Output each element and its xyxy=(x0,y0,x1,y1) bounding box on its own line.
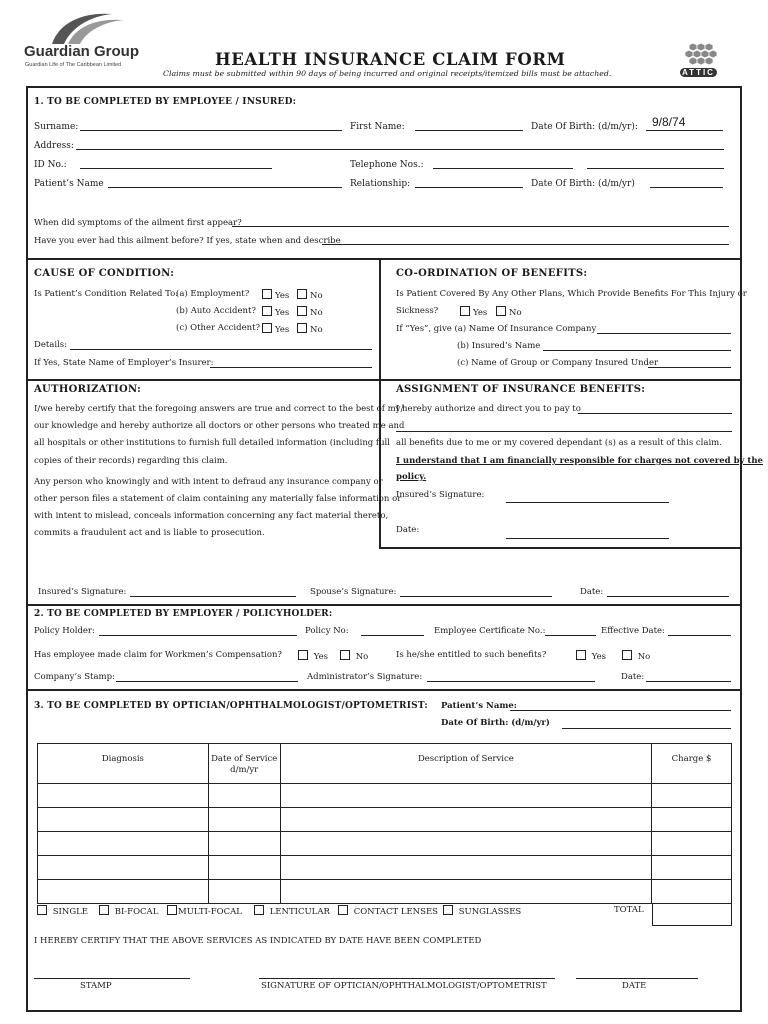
checkbox[interactable] xyxy=(576,650,586,660)
assignment-date-label: Date: xyxy=(396,525,420,535)
policy-no-field[interactable] xyxy=(361,635,424,636)
cause-auto-label: (b) Auto Accident? xyxy=(176,306,256,316)
auto-yes[interactable]: Yes xyxy=(262,306,289,318)
id-no-label: ID No.: xyxy=(34,160,67,170)
signature-date-label: Date: xyxy=(580,587,604,597)
fraud-text-line: with intent to mislead, conceals information concerning any fact material thereto, xyxy=(34,511,389,521)
divider xyxy=(26,689,742,691)
insured-name-field[interactable] xyxy=(543,350,731,351)
divider xyxy=(26,379,742,381)
brand-name: Guardian Group xyxy=(24,43,140,60)
entitled-yes[interactable]: Yes xyxy=(576,650,606,662)
symptoms-question: When did symptoms of the ailment first appear? xyxy=(34,218,242,228)
symptoms-field[interactable] xyxy=(232,226,729,227)
checkbox[interactable] xyxy=(340,650,350,660)
lens-lenticular[interactable]: LENTICULAR xyxy=(254,905,330,917)
section3-dob-field[interactable] xyxy=(562,728,731,729)
brand-subtitle: Guardian Life of The Caribbean Limited xyxy=(25,62,122,68)
insured-signature-field[interactable] xyxy=(130,596,296,597)
group-name-field[interactable] xyxy=(648,367,731,368)
stamp-field[interactable] xyxy=(34,978,190,979)
financial-responsibility-text: I understand that I am financially responsible for charges not covered by the xyxy=(396,456,763,466)
authorization-text-line: copies of their records) regarding this claim. xyxy=(34,456,228,466)
checkbox[interactable] xyxy=(496,306,506,316)
total-label: TOTAL xyxy=(614,905,644,915)
other-yes[interactable]: Yes xyxy=(262,323,289,335)
entitled-question: Is he/she entitled to such benefits? xyxy=(396,650,547,660)
telephone-field-1[interactable] xyxy=(433,168,573,169)
section3-dob-label: Date Of Birth: (d/m/yr) xyxy=(441,718,550,728)
company-stamp-field[interactable] xyxy=(116,681,298,682)
section3-date-field[interactable] xyxy=(576,978,698,979)
divider xyxy=(379,258,381,548)
certify-statement: I HEREBY CERTIFY THAT THE ABOVE SERVICES AS INDICATED BY DATE HAVE BEEN COMPLETED xyxy=(34,936,482,946)
id-no-field[interactable] xyxy=(80,168,272,169)
patient-dob-field[interactable] xyxy=(650,187,723,188)
employer-insurer-label: If Yes, State Name of Employer’s Insurer: xyxy=(34,358,214,368)
table-row[interactable] xyxy=(38,832,732,856)
section2-heading: 2. TO BE COMPLETED BY EMPLOYER / POLICYHOLDER: xyxy=(34,609,333,619)
financial-responsibility-text-2: policy. xyxy=(396,472,427,482)
stamp-label: STAMP xyxy=(80,981,112,991)
divider xyxy=(26,258,742,260)
assignment-heading: ASSIGNMENT OF INSURANCE BENEFITS: xyxy=(396,384,646,395)
other-no[interactable]: No xyxy=(297,323,323,335)
authorization-text-line: our knowledge and hereby authorize all doctors or other persons who treated me and xyxy=(34,421,405,431)
policy-holder-label: Policy Holder: xyxy=(34,626,95,636)
coordination-question: Is Patient Covered By Any Other Plans, Which Provide Benefits For This Injury or xyxy=(396,289,747,299)
section3-date-label: DATE xyxy=(622,981,647,991)
guardian-swoosh-icon xyxy=(42,10,132,46)
insured-signature-label: Insured’s Signature: xyxy=(38,587,127,597)
optician-signature-field[interactable] xyxy=(259,978,555,979)
lens-single[interactable]: SINGLE xyxy=(37,905,88,917)
effective-date-label: Effective Date: xyxy=(601,626,665,636)
auto-no[interactable]: No xyxy=(297,306,323,318)
lens-multifocal[interactable]: MULTI-FOCAL xyxy=(167,905,242,917)
relationship-field[interactable] xyxy=(415,187,523,188)
authorization-text-line: I/we hereby certify that the foregoing answers are true and correct to the best of my/ xyxy=(34,404,404,414)
employer-insurer-field[interactable] xyxy=(210,367,372,368)
description-header: Description of Service xyxy=(280,744,651,784)
cause-other-label: (c) Other Accident? xyxy=(176,323,261,333)
checkbox[interactable] xyxy=(443,905,453,915)
first-name-field[interactable] xyxy=(415,130,523,131)
table-row[interactable] xyxy=(38,808,732,832)
group-name-label: (c) Name of Group or Company Insured Under xyxy=(457,358,659,368)
details-label: Details: xyxy=(34,340,67,350)
workmens-yes[interactable]: Yes xyxy=(298,650,328,662)
checkbox[interactable] xyxy=(338,905,348,915)
checkbox[interactable] xyxy=(262,323,272,333)
spouse-signature-label: Spouse’s Signature: xyxy=(310,587,397,597)
checkbox[interactable] xyxy=(622,650,632,660)
patient-dob-label: Date Of Birth: (d/m/yr) xyxy=(531,179,635,189)
cause-related-label: Is Patient’s Condition Related To: xyxy=(34,289,179,299)
table-row[interactable] xyxy=(38,784,732,808)
assignment-authorize-label: I hereby authorize and direct you to pay to xyxy=(396,404,581,414)
workmens-comp-question: Has employee made claim for Workmen’s Compensation? xyxy=(34,650,282,660)
entitled-no[interactable]: No xyxy=(622,650,650,662)
section3-patient-name-label: Patient’s Name: xyxy=(441,701,517,711)
checkbox[interactable] xyxy=(262,306,272,316)
checkbox[interactable] xyxy=(254,905,264,915)
company-stamp-label: Company’s Stamp: xyxy=(34,672,115,682)
effective-date-field[interactable] xyxy=(668,635,731,636)
lens-bifocal[interactable]: BI-FOCAL xyxy=(99,905,158,917)
employment-yes[interactable]: Yes xyxy=(262,289,289,301)
table-row[interactable] xyxy=(38,856,732,880)
coverage-no[interactable]: No xyxy=(496,306,522,318)
surname-field[interactable] xyxy=(80,130,342,131)
checkbox[interactable] xyxy=(460,306,470,316)
attic-logo xyxy=(676,42,724,82)
insured-name-label: (b) Insured’s Name xyxy=(457,341,541,351)
checkbox[interactable] xyxy=(167,905,177,915)
policy-no-label: Policy No: xyxy=(305,626,349,636)
section2-date-label: Date: xyxy=(621,672,645,682)
checkbox[interactable] xyxy=(262,289,272,299)
charge-header: Charge $ xyxy=(652,744,732,784)
section2-date-field[interactable] xyxy=(646,681,731,682)
total-field[interactable] xyxy=(652,904,732,926)
policy-holder-field[interactable] xyxy=(99,635,297,636)
hexagon-cluster-icon xyxy=(684,42,718,66)
assignment-signature-label: Insured’s Signature: xyxy=(396,490,485,500)
checkbox[interactable] xyxy=(297,306,307,316)
dob-label: Date Of Birth: (d/m/yr): xyxy=(531,122,638,132)
optician-signature-label: SIGNATURE OF OPTICIAN/OPHTHALMOLOGIST/OPTOMETRIST xyxy=(261,981,547,991)
relationship-label: Relationship: xyxy=(350,179,411,189)
date-of-service-header: Date of Service d/m/yr xyxy=(208,744,280,784)
divider xyxy=(379,547,742,549)
employment-no[interactable]: No xyxy=(297,289,323,301)
lens-contact[interactable]: CONTACT LENSES xyxy=(338,905,438,917)
service-table xyxy=(37,743,732,904)
section3-patient-name-field[interactable] xyxy=(510,710,731,711)
section1-heading: 1. TO BE COMPLETED BY EMPLOYEE / INSURED: xyxy=(34,97,297,107)
insurance-company-field[interactable] xyxy=(597,333,731,334)
lens-sunglasses[interactable]: SUNGLASSES xyxy=(443,905,521,917)
telephone-label: Telephone Nos.: xyxy=(350,160,424,170)
surname-label: Surname: xyxy=(34,122,79,132)
details-field[interactable] xyxy=(70,349,372,350)
coordination-heading: CO-ORDINATION OF BENEFITS: xyxy=(396,268,588,279)
fraud-text-line: other person files a statement of claim containing any materially false information or xyxy=(34,494,402,504)
section3-heading: 3. TO BE COMPLETED BY OPTICIAN/OPHTHALMOLOGIST/OPTOMETRIST: xyxy=(34,701,428,711)
assignment-benefits-text: all benefits due to me or my covered dependant (s) as a result of this claim. xyxy=(396,438,722,448)
spouse-signature-field[interactable] xyxy=(400,596,552,597)
address-field[interactable] xyxy=(76,149,724,150)
authorization-heading: AUTHORIZATION: xyxy=(34,384,142,395)
checkbox[interactable] xyxy=(99,905,109,915)
page-title: HEALTH INSURANCE CLAIM FORM xyxy=(215,50,566,69)
employee-cert-label: Employee Certificate No.: xyxy=(434,626,546,636)
patient-name-field[interactable] xyxy=(108,187,342,188)
checkbox[interactable] xyxy=(298,650,308,660)
coordination-question-2: Sickness? xyxy=(396,306,439,316)
telephone-field-2[interactable] xyxy=(587,168,724,169)
dob-value: 9/8/74 xyxy=(652,115,686,129)
table-row[interactable] xyxy=(38,880,732,904)
ailment-field[interactable] xyxy=(322,244,729,245)
checkbox[interactable] xyxy=(297,323,307,333)
authorization-text-line: all hospitals or other institutions to furnish full detailed information (including full xyxy=(34,438,390,448)
patient-name-label: Patient’s Name xyxy=(34,179,104,189)
assignment-date-field[interactable] xyxy=(506,538,669,539)
table-header-row xyxy=(38,744,732,784)
cause-employment-label: (a) Employment? xyxy=(176,289,250,299)
dob-field[interactable] xyxy=(646,130,723,131)
cause-heading: CAUSE OF CONDITION: xyxy=(34,268,175,279)
attic-wordmark: ATTIC xyxy=(682,68,715,77)
admin-signature-label: Administrator’s Signature: xyxy=(307,672,423,682)
first-name-label: First Name: xyxy=(350,122,405,132)
divider xyxy=(26,604,742,606)
checkbox[interactable] xyxy=(37,905,47,915)
coverage-yes[interactable]: Yes xyxy=(460,306,487,318)
assignment-signature-field[interactable] xyxy=(506,502,669,503)
diagnosis-header: Diagnosis xyxy=(38,744,209,784)
payee-field[interactable] xyxy=(578,413,732,414)
guardian-logo xyxy=(22,10,152,72)
page-subtitle: Claims must be submitted within 90 days of being incurred and original receipts/itemized bills must be attached. xyxy=(163,69,612,78)
fraud-text-line: Any person who knowingly and with intent to defraud any insurance company or xyxy=(34,477,383,487)
workmens-no[interactable]: No xyxy=(340,650,368,662)
ailment-question: Have you ever had this ailment before? If yes, state when and describe xyxy=(34,236,341,246)
insurance-company-label: If “Yes”, give (a) Name Of Insurance Company xyxy=(396,324,597,334)
fraud-text-line: commits a fraudulent act and is liable to prosecution. xyxy=(34,528,265,538)
signature-date-field[interactable] xyxy=(607,596,729,597)
admin-signature-field[interactable] xyxy=(427,681,595,682)
payee-field-2[interactable] xyxy=(396,431,732,432)
employee-cert-field[interactable] xyxy=(545,635,596,636)
address-label: Address: xyxy=(34,141,74,151)
checkbox[interactable] xyxy=(297,289,307,299)
